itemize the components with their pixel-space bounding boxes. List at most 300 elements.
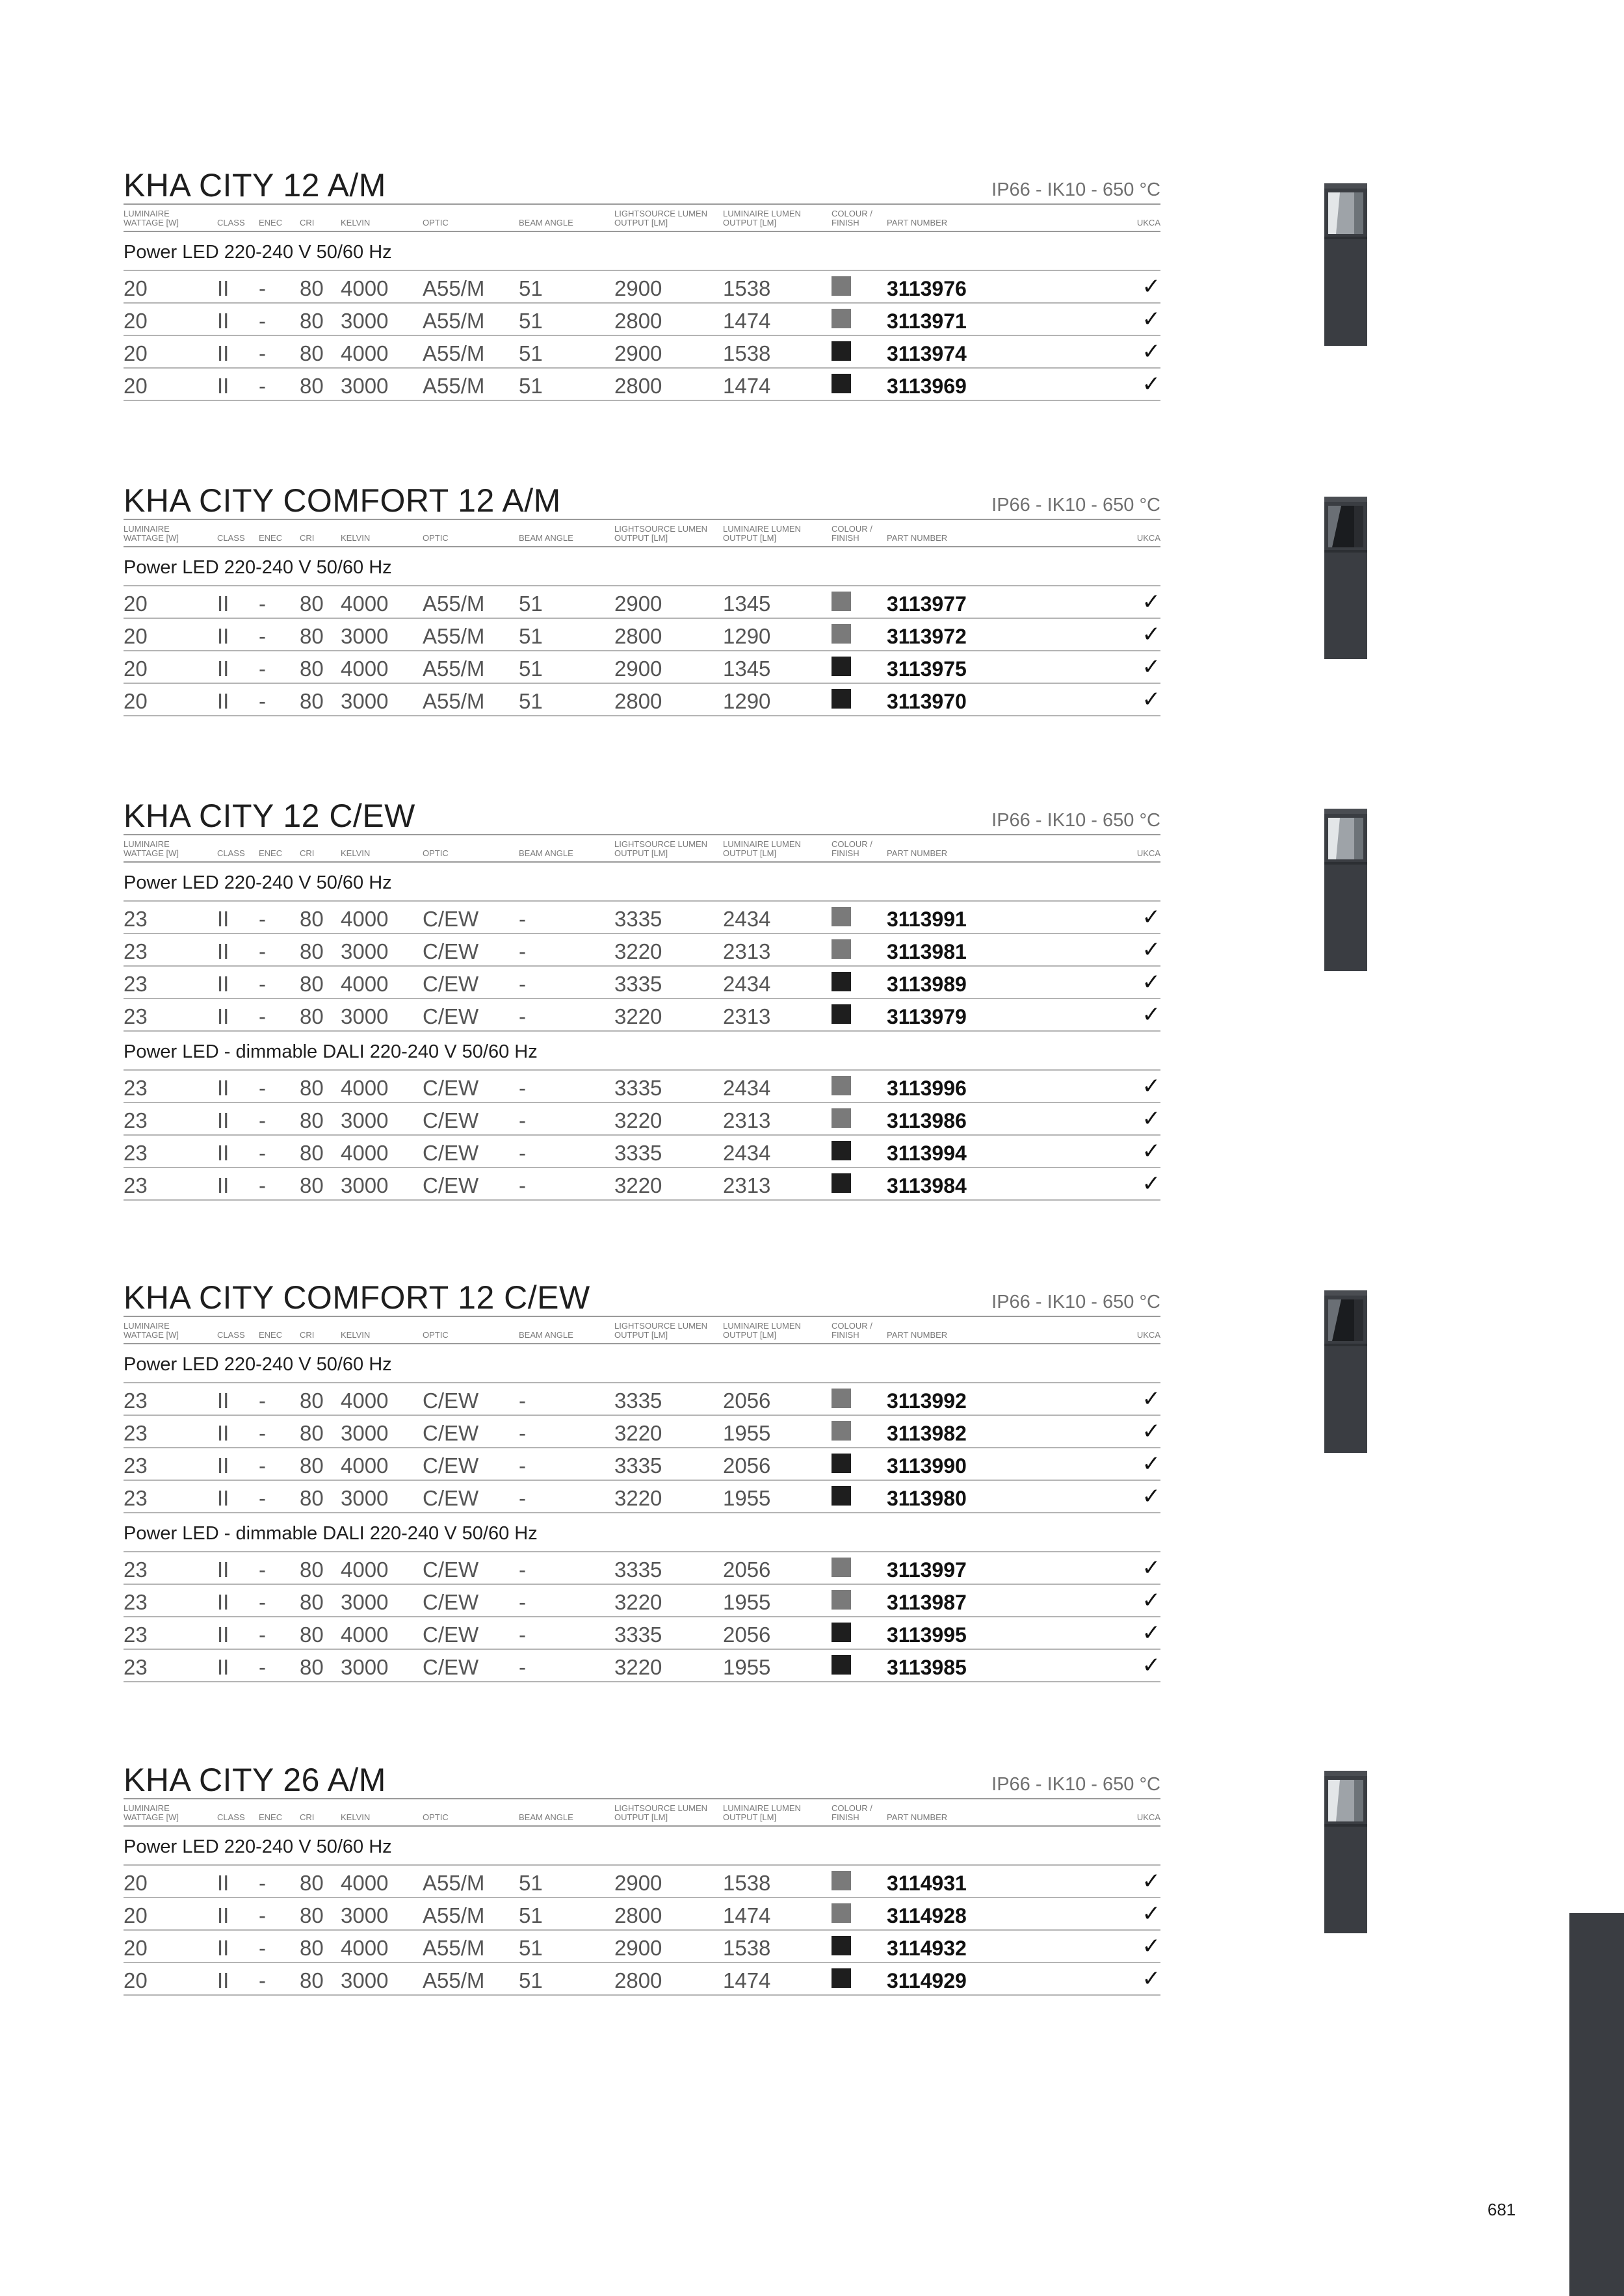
- bollard-part: [1324, 1824, 1367, 1827]
- kelvin-cell: 4000: [341, 972, 389, 996]
- lightsource-lumen-cell: 2800: [614, 1968, 662, 1992]
- class-cell: II: [217, 1486, 229, 1510]
- beam-angle-cell: -: [519, 1590, 526, 1614]
- optic-cell: A55/M: [423, 1903, 485, 1927]
- luminaire-lumen-cell: 2313: [723, 939, 771, 963]
- column-header-luminaire-lumen: LUMINAIRE LUMEN OUTPUT [LM]: [723, 1803, 801, 1822]
- wattage-cell: 20: [124, 657, 148, 681]
- colour-swatch-icon: [832, 341, 851, 361]
- colour-swatch-icon: [832, 1655, 851, 1675]
- table-row: [124, 1898, 1160, 1931]
- luminaire-lumen-cell: 1955: [723, 1421, 771, 1445]
- part-number-cell: 3113996: [887, 1076, 967, 1100]
- enec-cell: -: [259, 1590, 266, 1614]
- wattage-cell: 20: [124, 592, 148, 616]
- luminaire-lumen-cell: 2313: [723, 1108, 771, 1132]
- column-header-part-number: PART NUMBER: [887, 1330, 948, 1340]
- enec-cell: -: [259, 1936, 266, 1960]
- optic-cell: A55/M: [423, 276, 485, 300]
- wattage-cell: 23: [124, 1141, 148, 1165]
- part-number-cell: 3113969: [887, 374, 967, 398]
- part-number-cell: 3113995: [887, 1623, 967, 1647]
- cri-cell: 80: [300, 1454, 324, 1478]
- luminaire-lumen-cell: 2056: [723, 1454, 771, 1478]
- luminaire-lumen-cell: 1538: [723, 1936, 771, 1960]
- colour-swatch-icon: [832, 1486, 851, 1506]
- enec-cell: -: [259, 276, 266, 300]
- class-cell: II: [217, 1623, 229, 1647]
- optic-cell: C/EW: [423, 1421, 479, 1445]
- column-header-colour-finish: COLOUR / FINISH: [832, 839, 872, 858]
- column-header-beam-angle: BEAM ANGLE: [519, 218, 573, 228]
- luminaire-lumen-cell: 1290: [723, 689, 771, 713]
- wattage-cell: 20: [124, 1968, 148, 1992]
- colour-swatch-icon: [832, 1590, 851, 1610]
- section-title: KHA CITY COMFORT 12 C/EW: [124, 1279, 590, 1316]
- kelvin-cell: 4000: [341, 657, 389, 681]
- beam-angle-cell: 51: [519, 309, 543, 333]
- colour-swatch-icon: [832, 592, 851, 611]
- table-row: [124, 1617, 1160, 1650]
- column-header-ukca: UKCA: [1136, 533, 1160, 543]
- column-header-row: [124, 834, 1160, 863]
- luminaire-lumen-cell: 2434: [723, 907, 771, 931]
- wattage-cell: 23: [124, 1623, 148, 1647]
- kelvin-cell: 4000: [341, 1389, 389, 1413]
- part-number-cell: 3113970: [887, 690, 967, 713]
- wattage-cell: 20: [124, 309, 148, 333]
- part-number-cell: 3113981: [887, 940, 967, 963]
- beam-angle-cell: -: [519, 1076, 526, 1100]
- cri-cell: 80: [300, 1486, 324, 1510]
- part-number-cell: 3114928: [887, 1904, 967, 1927]
- beam-angle-cell: -: [519, 1389, 526, 1413]
- wattage-cell: 23: [124, 1389, 148, 1413]
- table-row: [124, 1585, 1160, 1617]
- part-number-cell: 3113986: [887, 1109, 967, 1132]
- part-number-cell: 3113997: [887, 1558, 967, 1582]
- kelvin-cell: 4000: [341, 907, 389, 931]
- bollard-luminaire-icon: [1323, 183, 1369, 346]
- table-row: [124, 1650, 1160, 1682]
- check-icon: ✓: [1142, 1901, 1160, 1926]
- cri-cell: 80: [300, 939, 324, 963]
- enec-cell: -: [259, 374, 266, 398]
- luminaire-lumen-cell: 1538: [723, 341, 771, 365]
- bollard-part: [1324, 497, 1367, 502]
- check-icon: ✓: [1142, 590, 1160, 614]
- column-header-cri: CRI: [300, 1812, 315, 1822]
- bollard-luminaire-icon: [1323, 809, 1369, 971]
- bollard-part: [1324, 1290, 1367, 1296]
- lightsource-lumen-cell: 2900: [614, 657, 662, 681]
- cri-cell: 80: [300, 1076, 324, 1100]
- table-row: [124, 1168, 1160, 1201]
- kelvin-cell: 3000: [341, 1590, 389, 1614]
- enec-cell: -: [259, 1486, 266, 1510]
- colour-swatch-icon: [832, 1871, 851, 1890]
- power-group-label: [124, 232, 1160, 271]
- table-row: [124, 619, 1160, 651]
- column-header-luminaire-lumen: LUMINAIRE LUMEN OUTPUT [LM]: [723, 839, 801, 858]
- class-cell: II: [217, 689, 229, 713]
- kelvin-cell: 3000: [341, 1903, 389, 1927]
- lightsource-lumen-cell: 3220: [614, 1421, 662, 1445]
- part-number-cell: 3113990: [887, 1454, 967, 1478]
- check-icon: ✓: [1142, 970, 1160, 995]
- class-cell: II: [217, 1903, 229, 1927]
- enec-cell: -: [259, 1623, 266, 1647]
- lightsource-lumen-cell: 2900: [614, 276, 662, 300]
- optic-cell: A55/M: [423, 341, 485, 365]
- column-header-class: CLASS: [217, 218, 245, 228]
- luminaire-lumen-cell: 2056: [723, 1389, 771, 1413]
- beam-angle-cell: 51: [519, 1903, 543, 1927]
- column-header-kelvin: KELVIN: [341, 848, 371, 858]
- product-section: [124, 482, 1160, 716]
- luminaire-lumen-cell: 2434: [723, 972, 771, 996]
- column-header-optic: OPTIC: [423, 533, 449, 543]
- wattage-cell: 23: [124, 972, 148, 996]
- optic-cell: C/EW: [423, 1076, 479, 1100]
- colour-swatch-icon: [832, 1004, 851, 1024]
- table-row: [124, 369, 1160, 401]
- luminaire-lumen-cell: 2313: [723, 1004, 771, 1028]
- cri-cell: 80: [300, 1871, 324, 1895]
- colour-swatch-icon: [832, 374, 851, 393]
- protection-rating: IP66 - IK10 - 650 °C: [991, 179, 1160, 200]
- enec-cell: -: [259, 1968, 266, 1992]
- table-row: [124, 934, 1160, 967]
- luminaire-lumen-cell: 2056: [723, 1623, 771, 1647]
- class-cell: II: [217, 939, 229, 963]
- wattage-cell: 23: [124, 1454, 148, 1478]
- section-header: [124, 1279, 1160, 1316]
- class-cell: II: [217, 907, 229, 931]
- class-cell: II: [217, 624, 229, 648]
- beam-angle-cell: -: [519, 1623, 526, 1647]
- column-header-row: [124, 1316, 1160, 1344]
- colour-swatch-icon: [832, 1108, 851, 1128]
- class-cell: II: [217, 276, 229, 300]
- cri-cell: 80: [300, 1623, 324, 1647]
- kelvin-cell: 3000: [341, 1421, 389, 1445]
- bollard-part: [1354, 818, 1363, 859]
- column-header-wattage: LUMINAIRE WATTAGE [W]: [124, 209, 179, 228]
- table-row: [124, 1103, 1160, 1136]
- bollard-drawing: [1323, 1771, 1369, 1933]
- enec-cell: -: [259, 689, 266, 713]
- enec-cell: -: [259, 1389, 266, 1413]
- class-cell: II: [217, 657, 229, 681]
- class-cell: II: [217, 341, 229, 365]
- table-row: [124, 1481, 1160, 1513]
- optic-cell: C/EW: [423, 1655, 479, 1679]
- table-row: [124, 1448, 1160, 1481]
- class-cell: II: [217, 1558, 229, 1582]
- colour-swatch-icon: [832, 972, 851, 991]
- cri-cell: 80: [300, 624, 324, 648]
- bollard-luminaire-icon: [1323, 1290, 1369, 1453]
- column-header-row: [124, 1798, 1160, 1827]
- enec-cell: -: [259, 341, 266, 365]
- lightsource-lumen-cell: 3335: [614, 907, 662, 931]
- cri-cell: 80: [300, 1004, 324, 1028]
- lightsource-lumen-cell: 3220: [614, 1108, 662, 1132]
- column-header-wattage: LUMINAIRE WATTAGE [W]: [124, 524, 179, 543]
- kelvin-cell: 4000: [341, 1623, 389, 1647]
- cri-cell: 80: [300, 1968, 324, 1992]
- kelvin-cell: 4000: [341, 1076, 389, 1100]
- column-header-row: [124, 203, 1160, 232]
- bollard-part: [1354, 1780, 1363, 1821]
- column-header-kelvin: KELVIN: [341, 533, 371, 543]
- column-header-cri: CRI: [300, 218, 315, 228]
- column-header-optic: OPTIC: [423, 1330, 449, 1340]
- optic-cell: A55/M: [423, 374, 485, 398]
- cri-cell: 80: [300, 276, 324, 300]
- column-header-beam-angle: BEAM ANGLE: [519, 1812, 573, 1822]
- bollard-part: [1324, 1771, 1367, 1776]
- colour-swatch-icon: [832, 1173, 851, 1193]
- class-cell: II: [217, 1141, 229, 1165]
- bollard-part: [1354, 1299, 1363, 1341]
- cri-cell: 80: [300, 1108, 324, 1132]
- optic-cell: C/EW: [423, 1004, 479, 1028]
- power-group-label: [124, 1513, 1160, 1552]
- class-cell: II: [217, 309, 229, 333]
- wattage-cell: 20: [124, 1903, 148, 1927]
- beam-angle-cell: -: [519, 1173, 526, 1197]
- colour-swatch-icon: [832, 1936, 851, 1955]
- check-icon: ✓: [1142, 1653, 1160, 1678]
- optic-cell: A55/M: [423, 1936, 485, 1960]
- column-header-enec: ENEC: [259, 1330, 283, 1340]
- lightsource-lumen-cell: 2800: [614, 309, 662, 333]
- check-icon: ✓: [1142, 1869, 1160, 1894]
- luminaire-lumen-cell: 1345: [723, 592, 771, 616]
- class-cell: II: [217, 1871, 229, 1895]
- optic-cell: C/EW: [423, 1141, 479, 1165]
- column-header-part-number: PART NUMBER: [887, 848, 948, 858]
- class-cell: II: [217, 1108, 229, 1132]
- class-cell: II: [217, 374, 229, 398]
- beam-angle-cell: -: [519, 1454, 526, 1478]
- enec-cell: -: [259, 1004, 266, 1028]
- column-header-luminaire-lumen: LUMINAIRE LUMEN OUTPUT [LM]: [723, 209, 801, 228]
- part-number-cell: 3114931: [887, 1872, 967, 1895]
- part-number-cell: 3113974: [887, 342, 967, 365]
- cri-cell: 80: [300, 1655, 324, 1679]
- chapter-tab: [1569, 1913, 1624, 2296]
- section-title: KHA CITY COMFORT 12 A/M: [124, 482, 561, 519]
- beam-angle-cell: -: [519, 939, 526, 963]
- check-icon: ✓: [1142, 687, 1160, 712]
- luminaire-lumen-cell: 2434: [723, 1141, 771, 1165]
- table-row: [124, 1136, 1160, 1168]
- part-number-cell: 3113980: [887, 1487, 967, 1510]
- enec-cell: -: [259, 1871, 266, 1895]
- column-header-class: CLASS: [217, 1812, 245, 1822]
- power-group-text: Power LED - dimmable DALI 220-240 V 50/60 Hz: [124, 1523, 538, 1544]
- cri-cell: 80: [300, 1389, 324, 1413]
- check-icon: ✓: [1142, 1934, 1160, 1959]
- lightsource-lumen-cell: 3220: [614, 1004, 662, 1028]
- enec-cell: -: [259, 1558, 266, 1582]
- table-row: [124, 1071, 1160, 1103]
- optic-cell: A55/M: [423, 657, 485, 681]
- enec-cell: -: [259, 592, 266, 616]
- lightsource-lumen-cell: 3335: [614, 1076, 662, 1100]
- kelvin-cell: 3000: [341, 309, 389, 333]
- lightsource-lumen-cell: 2800: [614, 624, 662, 648]
- beam-angle-cell: -: [519, 1421, 526, 1445]
- column-header-lightsource-lumen: LIGHTSOURCE LUMEN OUTPUT [LM]: [614, 209, 708, 228]
- part-number-cell: 3113994: [887, 1141, 967, 1165]
- protection-rating: IP66 - IK10 - 650 °C: [991, 1292, 1160, 1312]
- class-cell: II: [217, 1590, 229, 1614]
- table-row: [124, 586, 1160, 619]
- optic-cell: C/EW: [423, 1558, 479, 1582]
- kelvin-cell: 4000: [341, 1454, 389, 1478]
- column-header-cri: CRI: [300, 848, 315, 858]
- lightsource-lumen-cell: 3335: [614, 1389, 662, 1413]
- luminaire-lumen-cell: 2434: [723, 1076, 771, 1100]
- table-row: [124, 1963, 1160, 1996]
- optic-cell: A55/M: [423, 624, 485, 648]
- beam-angle-cell: 51: [519, 1968, 543, 1992]
- luminaire-lumen-cell: 1474: [723, 309, 771, 333]
- check-icon: ✓: [1142, 339, 1160, 364]
- page-number: 681: [1487, 2200, 1516, 2219]
- bollard-part: [1324, 1344, 1367, 1346]
- colour-swatch-icon: [832, 1968, 851, 1988]
- optic-cell: C/EW: [423, 1590, 479, 1614]
- column-header-optic: OPTIC: [423, 218, 449, 228]
- luminaire-lumen-cell: 1538: [723, 276, 771, 300]
- table-row: [124, 1416, 1160, 1448]
- colour-swatch-icon: [832, 309, 851, 328]
- luminaire-lumen-cell: 1345: [723, 657, 771, 681]
- luminaire-lumen-cell: 2313: [723, 1173, 771, 1197]
- beam-angle-cell: 51: [519, 657, 543, 681]
- lightsource-lumen-cell: 2900: [614, 341, 662, 365]
- bollard-part: [1324, 550, 1367, 553]
- table-row: [124, 1866, 1160, 1898]
- column-header-class: CLASS: [217, 1330, 245, 1340]
- enec-cell: -: [259, 1454, 266, 1478]
- class-cell: II: [217, 972, 229, 996]
- wattage-cell: 23: [124, 1173, 148, 1197]
- kelvin-cell: 3000: [341, 1655, 389, 1679]
- check-icon: ✓: [1142, 905, 1160, 930]
- enec-cell: -: [259, 657, 266, 681]
- check-icon: ✓: [1142, 1074, 1160, 1099]
- column-header-part-number: PART NUMBER: [887, 533, 948, 543]
- cri-cell: 80: [300, 1141, 324, 1165]
- check-icon: ✓: [1142, 1484, 1160, 1509]
- power-group-text: Power LED - dimmable DALI 220-240 V 50/60 Hz: [124, 1041, 538, 1062]
- bollard-luminaire-icon: [1323, 497, 1369, 659]
- optic-cell: A55/M: [423, 592, 485, 616]
- table-row: [124, 336, 1160, 369]
- power-group-label: [124, 863, 1160, 902]
- column-header-lightsource-lumen: LIGHTSOURCE LUMEN OUTPUT [LM]: [614, 839, 708, 858]
- lightsource-lumen-cell: 3220: [614, 1173, 662, 1197]
- wattage-cell: 20: [124, 1936, 148, 1960]
- colour-swatch-icon: [832, 1389, 851, 1408]
- column-header-wattage: LUMINAIRE WATTAGE [W]: [124, 1321, 179, 1340]
- colour-swatch-icon: [832, 939, 851, 959]
- column-header-ukca: UKCA: [1136, 848, 1160, 858]
- wattage-cell: 23: [124, 1076, 148, 1100]
- table-row: [124, 902, 1160, 934]
- cri-cell: 80: [300, 1936, 324, 1960]
- cri-cell: 80: [300, 1903, 324, 1927]
- column-header-wattage: LUMINAIRE WATTAGE [W]: [124, 1803, 179, 1822]
- kelvin-cell: 4000: [341, 1558, 389, 1582]
- table-row: [124, 271, 1160, 304]
- enec-cell: -: [259, 972, 266, 996]
- column-header-luminaire-lumen: LUMINAIRE LUMEN OUTPUT [LM]: [723, 524, 801, 543]
- lightsource-lumen-cell: 3220: [614, 1655, 662, 1679]
- check-icon: ✓: [1142, 1002, 1160, 1027]
- colour-swatch-icon: [832, 1076, 851, 1095]
- protection-rating: IP66 - IK10 - 650 °C: [991, 1774, 1160, 1795]
- column-header-class: CLASS: [217, 848, 245, 858]
- wattage-cell: 23: [124, 1590, 148, 1614]
- product-section: [124, 1279, 1160, 1682]
- class-cell: II: [217, 1421, 229, 1445]
- power-group-text: Power LED 220-240 V 50/60 Hz: [124, 242, 392, 263]
- optic-cell: A55/M: [423, 1968, 485, 1992]
- beam-angle-cell: 51: [519, 374, 543, 398]
- enec-cell: -: [259, 624, 266, 648]
- optic-cell: C/EW: [423, 1486, 479, 1510]
- enec-cell: -: [259, 907, 266, 931]
- lightsource-lumen-cell: 2800: [614, 689, 662, 713]
- check-icon: ✓: [1142, 372, 1160, 397]
- wattage-cell: 20: [124, 341, 148, 365]
- luminaire-lumen-cell: 1538: [723, 1871, 771, 1895]
- beam-angle-cell: -: [519, 1486, 526, 1510]
- column-header-luminaire-lumen: LUMINAIRE LUMEN OUTPUT [LM]: [723, 1321, 801, 1340]
- optic-cell: C/EW: [423, 1454, 479, 1478]
- power-group-text: Power LED 220-240 V 50/60 Hz: [124, 872, 392, 893]
- protection-rating: IP66 - IK10 - 650 °C: [991, 495, 1160, 515]
- class-cell: II: [217, 592, 229, 616]
- bollard-part: [1324, 237, 1367, 239]
- check-icon: ✓: [1142, 622, 1160, 647]
- cri-cell: 80: [300, 689, 324, 713]
- kelvin-cell: 3000: [341, 1173, 389, 1197]
- optic-cell: C/EW: [423, 939, 479, 963]
- kelvin-cell: 4000: [341, 1141, 389, 1165]
- check-icon: ✓: [1142, 1419, 1160, 1444]
- beam-angle-cell: 51: [519, 1871, 543, 1895]
- cri-cell: 80: [300, 907, 324, 931]
- section-header: [124, 798, 1160, 834]
- part-number-cell: 3113992: [887, 1389, 967, 1413]
- table-row: [124, 999, 1160, 1032]
- power-group-text: Power LED 220-240 V 50/60 Hz: [124, 1836, 392, 1857]
- class-cell: II: [217, 1389, 229, 1413]
- column-header-optic: OPTIC: [423, 1812, 449, 1822]
- optic-cell: C/EW: [423, 972, 479, 996]
- part-number-cell: 3114929: [887, 1969, 967, 1992]
- product-section: [124, 798, 1160, 1201]
- class-cell: II: [217, 1173, 229, 1197]
